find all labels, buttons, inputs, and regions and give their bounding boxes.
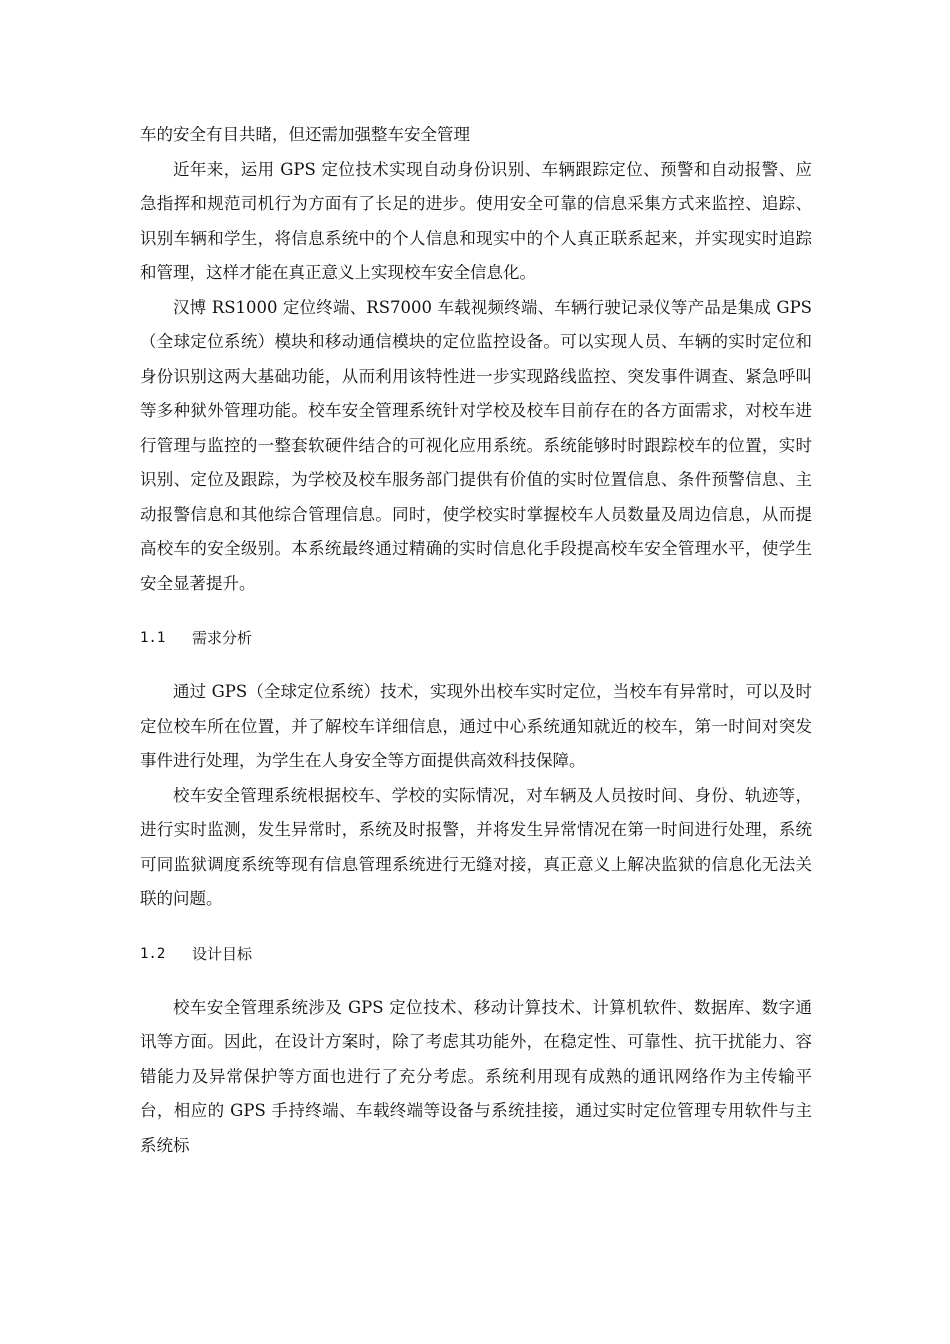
section-number: 1.1 (140, 630, 166, 646)
section-heading-requirements (140, 621, 812, 655)
spacer (140, 917, 812, 937)
paragraph-gps-progress: 近年来，运用 GPS 定位技术实现自动身份识别、车辆跟踪定位、预警和自动报警、应急指挥和规范司机行为方面有了长足的进步。使用安全可靠的信息采集方式来监控、追踪、识别车辆和学生，将信息系统中的个人信息和现实中的个人真正联系起来，并实现实时追踪和管理，这样才能在真正意义上实现校车安全信息化。 (140, 159, 812, 282)
paragraph-design-goals-1: 校车安全管理系统涉及 GPS 定位技术、移动计算技术、计算机软件、数据库、数字通讯等方面。因此，在设计方案时，除了考虑其功能外，在稳定性、可靠性、抗干扰能力、容错能力及异常保护等方面也进行了充分考虑。系统利用现有成熟的通讯网络作为主传输平台，相应的 GPS 手持终端、车载终端等设备与系统挂接，通过实时定位管理专用软件与主系统标 (140, 997, 812, 1155)
paragraph-requirements-1: 通过 GPS（全球定位系统）技术，实现外出校车实时定位，当校车有异常时，可以及时定位校车所在位置，并了解校车详细信息，通过中心系统通知就近的校车，第一时间对突发事件进行处理，为学生在人身安全等方面提供高效科技保障。 (140, 682, 812, 770)
paragraph-hanbo-products: 汉博 RS1000 定位终端、RS7000 车载视频终端、车辆行驶记录仪等产品是集成 GPS（全球定位系统）模块和移动通信模块的定位监控设备。可以实现人员、车辆的实时定位和身份识别这两大基础功能，从而利用该特性进一步实现路线监控、突发事件调查、紧急呼叫等多种狱外管理功能。校车安全管理系统针对学校及校车目前存在的各方面需求，对校车进行管理与监控的一整套软硬件结合的可视化应用系统。系统能够时时跟踪校车的位置，实时识别、定位及跟踪，为学校及校车服务部门提供有价值的实时位置信息、条件预警信息、主动报警信息和其他综合管理信息。同时，使学校实时掌握校车人员数量及周边信息，从而提高校车的安全级别。本系统最终通过精确的实时信息化手段提高校车安全管理水平，使学生安全显著提升。 (140, 297, 812, 593)
section-number: 1.2 (140, 945, 166, 962)
document-page (140, 118, 812, 1163)
spacer (140, 655, 812, 675)
spacer (140, 601, 812, 621)
paragraph-continuation: 车的安全有目共睹，但还需加强整车安全管理 (140, 125, 470, 144)
paragraph-requirements-2: 校车安全管理系统根据校车、学校的实际情况，对车辆及人员按时间、身份、轨迹等，进行实时监测，发生异常时，系统及时报警，并将发生异常情况在第一时间进行处理，系统可同监狱调度系统等现有信息管理系统进行无缝对接，真正意义上解决监狱的信息化无法关联的问题。 (140, 785, 812, 908)
section-title: 需求分析 (192, 629, 253, 647)
spacer (140, 971, 812, 991)
section-title: 设计目标 (192, 944, 253, 963)
section-heading-design-goals (140, 937, 812, 971)
